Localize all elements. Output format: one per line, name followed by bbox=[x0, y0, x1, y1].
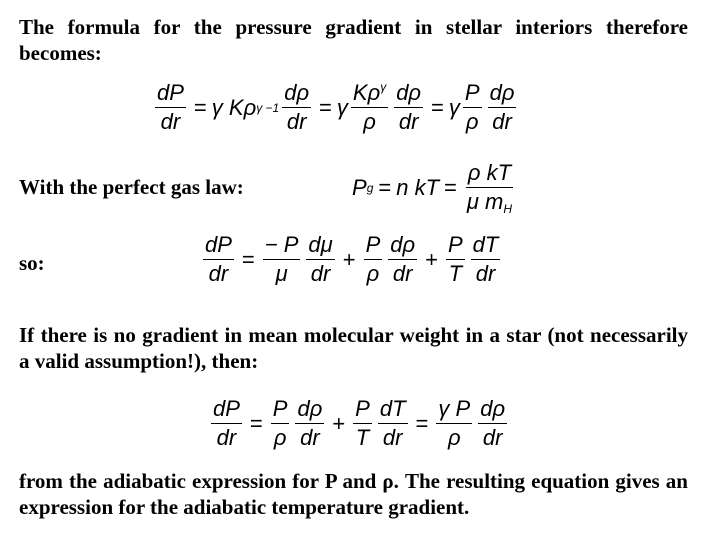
so-label: so: bbox=[19, 251, 45, 275]
paragraph-no-mu-gradient: If there is no gradient in mean molecular weight in a star (not necessarily a valid assumption!), then: bbox=[19, 323, 688, 373]
paragraph-pressure-gradient-intro: The formula for the pressure gradient in stellar interiors therefore becomes: bbox=[19, 15, 688, 65]
gas-law-label: With the perfect gas law: bbox=[19, 175, 244, 199]
paragraph-adiabatic-conclusion: from the adiabatic expression for P and ρ. The resulting equation gives an expression for the adiabatic temperature gradient. bbox=[19, 469, 688, 519]
equation-pressure-gradient-expanded: $\frac{dP}{dr}$ = $\frac{- P}{\mu}$ $\frac{d\mu}{dr}$ + $\frac{P}{\rho}$ $\frac{d\rho}{dr}$ + $\frac{P}{T}$ $\frac{dT}{dr}$ bbox=[205, 232, 499, 286]
equation-adiabatic-gradient: $\frac{dP}{dr}$ = $\frac{P}{\rho}$ $\frac{d\rho}{dr}$ + $\frac{P}{T}$ $\frac{dT}{dr}$ = $\frac{\text{γ P}}{\rho}$ $\frac{d\rho}{dr}$ bbox=[213, 396, 506, 450]
equation-pressure-gradient: $\frac{dP}{dr}$ = γ K ρ γ −1 $\frac{d\rho}{dr}$ = γ $\frac{K\rho^\gamma}{\rho}$ $\frac{d\rho}{dr}$ = γ $\frac{P}{\rho}$ $\frac{d\rho}{dr}$ bbox=[157, 80, 515, 134]
equation-perfect-gas-law: P g = n kT = $\frac{\text{ρ kT}}{\mu m_H}$ bbox=[352, 160, 513, 216]
